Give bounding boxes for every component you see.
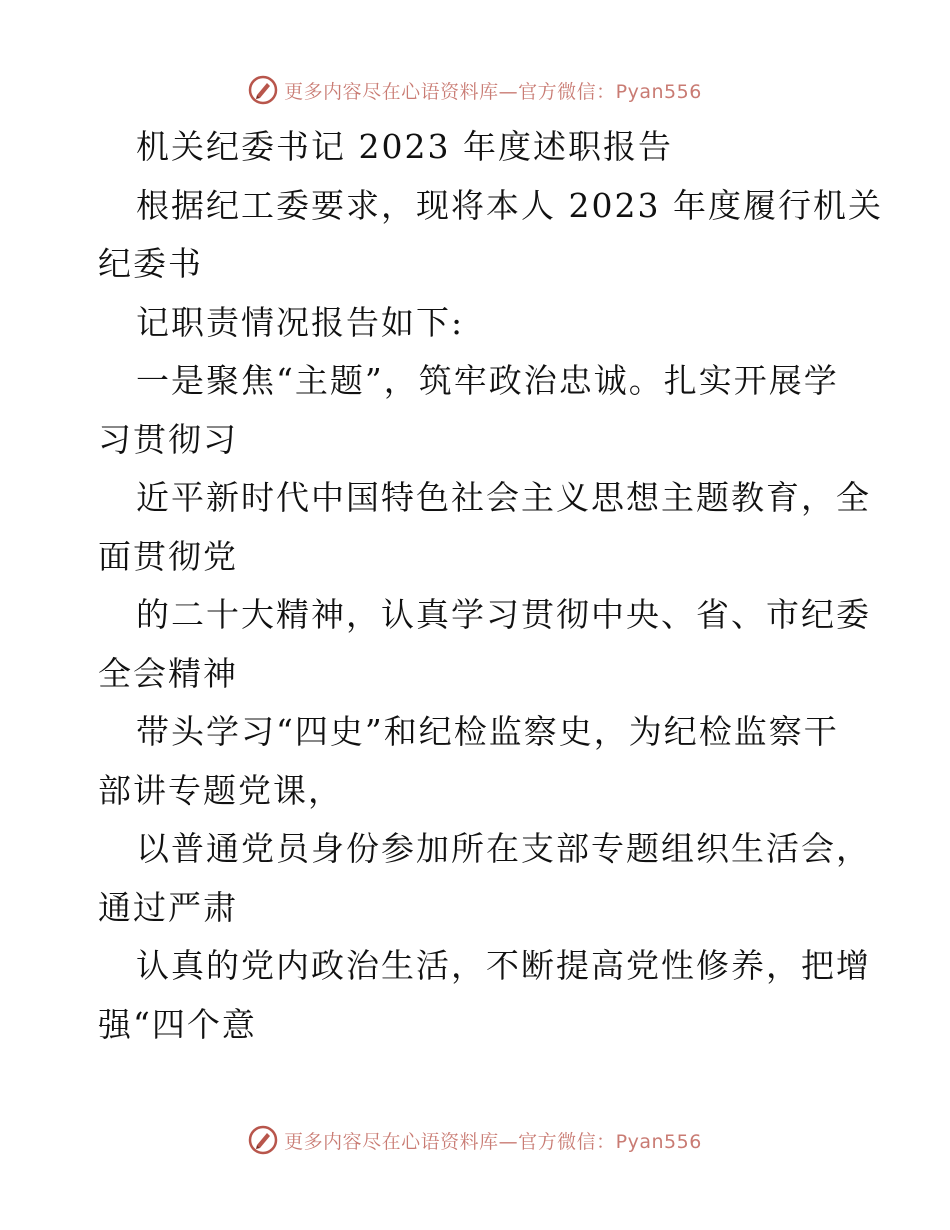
text-line: 根据纪工委要求，现将本人 2023 年度履行机关 bbox=[136, 185, 883, 225]
text-line: 强“四个意 bbox=[98, 1004, 257, 1044]
document-body bbox=[98, 118, 883, 1054]
watermark-text: 更多内容尽在心语资料库—官方微信：Pyan556 bbox=[284, 1130, 702, 1153]
text-line: 一是聚焦“主题”，筑牢政治忠诚。扎实开展学 bbox=[136, 361, 839, 400]
footer-watermark bbox=[0, 1120, 950, 1160]
watermark-text: 更多内容尽在心语资料库—官方微信：Pyan556 bbox=[284, 80, 702, 103]
text-line: 纪委书 bbox=[98, 244, 203, 283]
text-line: 习贯彻习 bbox=[98, 419, 238, 459]
text-line: 面贯彻党 bbox=[98, 536, 238, 576]
text-line: 认真的党内政治生活，不断提高党性修养，把增 bbox=[136, 946, 871, 985]
text-line: 近平新时代中国特色社会主义思想主题教育，全 bbox=[136, 478, 871, 517]
text-line: 带头学习“四史”和纪检监察史，为纪检监察干 bbox=[136, 712, 839, 751]
text-line: 以普通党员身份参加所在支部专题组织生活会， bbox=[136, 829, 871, 868]
text-line: 部讲专题党课， bbox=[98, 770, 343, 810]
header-watermark bbox=[0, 70, 950, 110]
pen-logo-icon bbox=[248, 75, 278, 105]
text-line: 机关纪委书记 2023 年度述职报告 bbox=[136, 127, 673, 166]
text-line: 通过严肃 bbox=[98, 887, 238, 927]
text-line: 全会精神 bbox=[98, 653, 238, 693]
pen-logo-icon bbox=[248, 1125, 278, 1155]
text-line: 记职责情况报告如下: bbox=[136, 302, 465, 342]
text-line: 的二十大精神，认真学习贯彻中央、省、市纪委 bbox=[136, 595, 871, 634]
